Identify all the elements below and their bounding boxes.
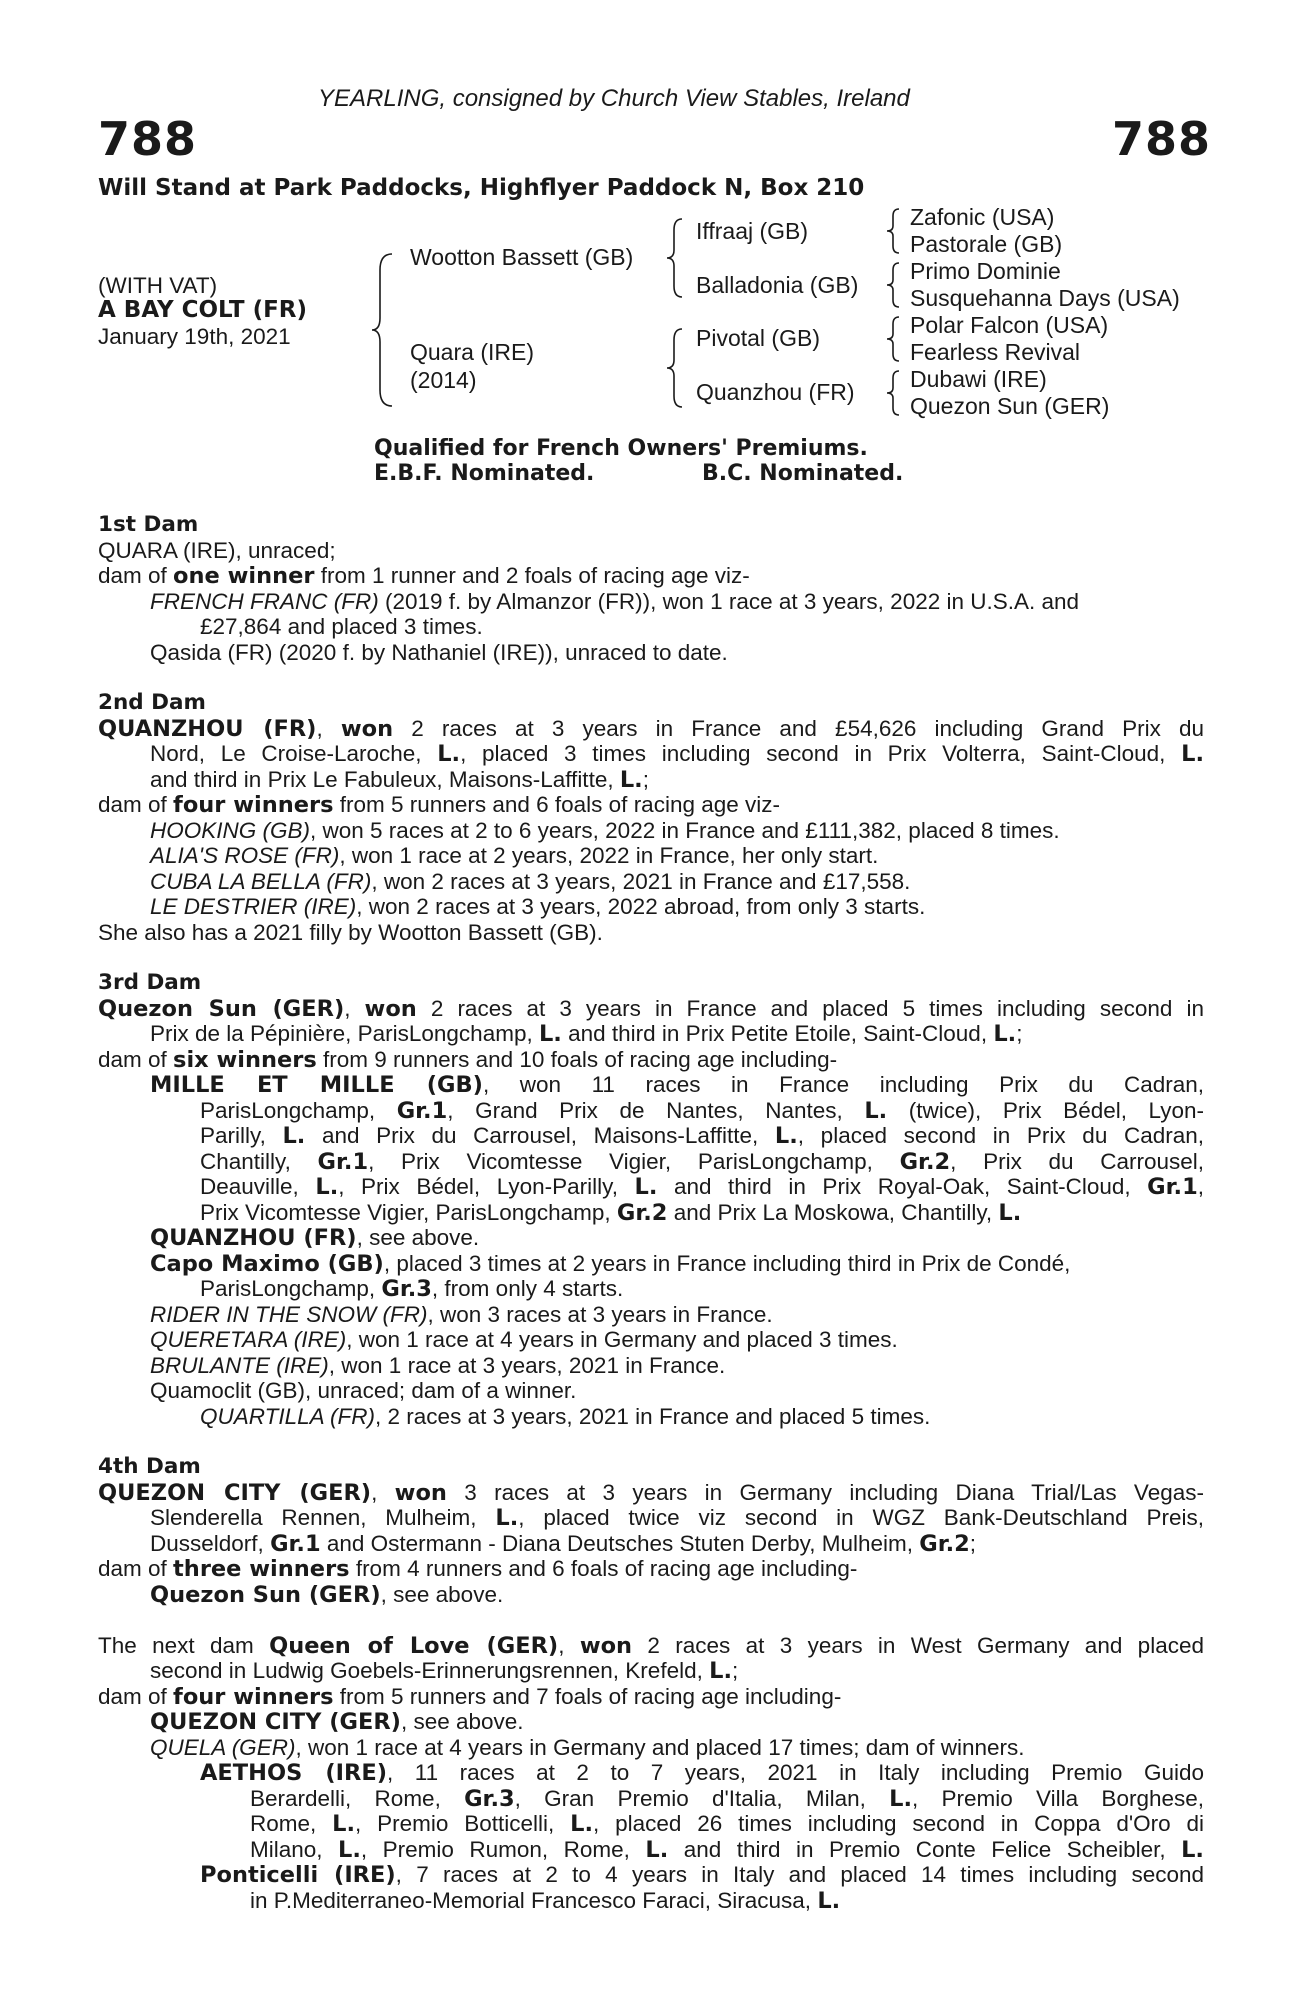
produce-hooking: HOOKING (GB), won 5 races at 2 to 6 years, 2022 in France and £111,382, placed 8 times. — [150, 818, 1060, 843]
dam-dam: Quanzhou (FR) — [696, 379, 855, 405]
produce-french-franc: FRENCH FRANC (FR) (2019 f. by Almanzor (FR)), won 1 race at 3 years, 2022 in U.S.A. and — [150, 589, 1080, 614]
mille-line5: Deauville, L., Prix Bédel, Lyon-Parilly, L. and third in Prix Royal-Oak, Saint-Cloud, Gr.1, — [200, 1174, 1204, 1200]
lot-number-left: 788 — [98, 112, 198, 166]
produce-capo-maximo: Capo Maximo (GB), placed 3 times at 2 years in France including third in Prix de Condé, — [150, 1251, 1071, 1277]
first-dam-line: QUARA (IRE), unraced; — [98, 538, 336, 563]
mille-line3: Parilly, L. and Prix du Carrousel, Maisons-Laffitte, L., placed second in Prix du Cadran, — [200, 1123, 1205, 1149]
produce-french-franc-cont: £27,864 and placed 3 times. — [200, 614, 483, 639]
mille-line2: ParisLongchamp, Gr.1, Grand Prix de Nantes, Nantes, L. (twice), Prix Bédel, Lyon- — [200, 1098, 1205, 1124]
foaling-date: January 19th, 2021 — [98, 324, 291, 349]
dam-year: (2014) — [410, 367, 477, 393]
produce-quela: QUELA (GER), won 1 race at 4 years in Germany and placed 17 times; dam of winners. — [150, 1735, 1025, 1760]
fourth-dam-summary: dam of three winners from 4 runners and 6 foals of racing age including- — [98, 1556, 858, 1582]
produce-mille-et-mille: MILLE ET MILLE (GB), won 11 races in France including Prix du Cadran, — [150, 1072, 1205, 1098]
aethos-line2: Berardelli, Rome, Gr.3, Gran Premio d'Italia, Milan, L., Premio Villa Borghese, — [250, 1786, 1205, 1812]
fourth-dam-heading: 4th Dam — [98, 1454, 201, 1479]
sss: Zafonic (USA) — [910, 204, 1055, 230]
second-dam-line3: and third in Prix Le Fabuleux, Maisons-Laffitte, L.; — [150, 767, 649, 793]
second-dam-summary: dam of four winners from 5 runners and 6 foals of racing age viz- — [98, 792, 781, 818]
produce-quamoclit: Quamoclit (GB), unraced; dam of a winner. — [150, 1378, 577, 1403]
fourth-dam-line2: Slenderella Rennen, Mulheim, L., placed twice viz second in WGZ Bank-Deutschland Preis, — [150, 1505, 1204, 1531]
dds: Dubawi (IRE) — [910, 366, 1047, 392]
second-dam-note: She also has a 2021 filly by Wootton Bassett (GB). — [98, 920, 603, 945]
second-dam-heading: 2nd Dam — [98, 690, 206, 715]
sire-sire: Iffraaj (GB) — [696, 218, 809, 244]
produce-quezon-city: QUEZON CITY (GER), see above. — [150, 1709, 524, 1735]
first-dam-summary: dam of one winner from 1 runner and 2 foals of racing age viz- — [98, 563, 750, 589]
produce-qasida: Qasida (FR) (2020 f. by Nathaniel (IRE)), unraced to date. — [150, 640, 728, 665]
stand-location: Will Stand at Park Paddocks, Highflyer Paddock N, Box 210 — [98, 175, 865, 201]
produce-cuba-la-bella: CUBA LA BELLA (FR), won 2 races at 3 years, 2021 in France and £17,558. — [150, 869, 911, 894]
produce-ponticelli: Ponticelli (IRE), 7 races at 2 to 4 years in Italy and placed 14 times including second — [200, 1862, 1204, 1888]
aethos-line3: Rome, L., Premio Botticelli, L., placed 26 times including second in Coppa d'Oro di — [250, 1811, 1204, 1837]
second-dam-line2: Nord, Le Croise-Laroche, L., placed 3 times including second in Prix Volterra, Saint-Cloud, L. — [150, 741, 1204, 767]
ponticelli-line2: in P.Mediterraneo-Memorial Francesco Faraci, Siracusa, L. — [250, 1888, 841, 1914]
horse-name: A BAY COLT (FR) — [98, 297, 308, 323]
ebf-note: E.B.F. Nominated. — [374, 461, 595, 486]
dam-name: Quara (IRE) — [410, 339, 534, 365]
produce-aethos: AETHOS (IRE), 11 races at 2 to 7 years, 2021 in Italy including Premio Guido — [200, 1760, 1204, 1786]
produce-rider-in-the-snow: RIDER IN THE SNOW (FR), won 3 races at 3 years in France. — [150, 1302, 773, 1327]
premiums-note: Qualified for French Owners' Premiums. — [374, 436, 868, 461]
ssd: Pastorale (GB) — [910, 231, 1063, 257]
bc-note: B.C. Nominated. — [702, 461, 904, 486]
produce-le-destrier: LE DESTRIER (IRE), won 2 races at 3 years, 2022 abroad, from only 3 starts. — [150, 894, 926, 919]
dsd: Fearless Revival — [910, 339, 1080, 365]
third-dam-line2: Prix de la Pépinière, ParisLongchamp, L. and third in Prix Petite Etoile, Saint-Cloud, L.; — [150, 1021, 1023, 1047]
third-dam-summary: dam of six winners from 9 runners and 10 foals of racing age including- — [98, 1047, 838, 1073]
dss: Polar Falcon (USA) — [910, 312, 1109, 338]
vat-note: (WITH VAT) — [98, 273, 218, 298]
next-dam-line2: second in Ludwig Goebels-Erinnerungsrennen, Krefeld, L.; — [150, 1658, 739, 1684]
capo-maximo-cont: ParisLongchamp, Gr.3, from only 4 starts. — [200, 1276, 624, 1302]
second-dam-line1: QUANZHOU (FR), won 2 races at 3 years in France and £54,626 including Grand Prix du — [98, 716, 1204, 742]
next-dam-summary: dam of four winners from 5 runners and 7 foals of racing age including- — [98, 1684, 842, 1710]
consignment-line: YEARLING, consigned by Church View Stables, Ireland — [318, 85, 910, 112]
produce-quanzhou: QUANZHOU (FR), see above. — [150, 1225, 480, 1251]
aethos-line4: Milano, L., Premio Rumon, Rome, L. and third in Premio Conte Felice Scheibler, L. — [250, 1837, 1204, 1863]
lot-number-right: 788 — [1112, 112, 1212, 166]
fourth-dam-line3: Dusseldorf, Gr.1 and Ostermann - Diana Deutsches Stuten Derby, Mulheim, Gr.2; — [150, 1531, 977, 1557]
next-dam-line1: The next dam Queen of Love (GER), won 2 races at 3 years in West Germany and placed — [98, 1633, 1204, 1659]
mille-line4: Chantilly, Gr.1, Prix Vicomtesse Vigier, ParisLongchamp, Gr.2, Prix du Carrousel, — [200, 1149, 1204, 1175]
produce-brulante: BRULANTE (IRE), won 1 race at 3 years, 2021 in France. — [150, 1353, 726, 1378]
first-dam-heading: 1st Dam — [98, 512, 199, 537]
third-dam-line1: Quezon Sun (GER), won 2 races at 3 years in France and placed 5 times including second in — [98, 996, 1204, 1022]
sire-dam: Balladonia (GB) — [696, 272, 859, 298]
dam-sire: Pivotal (GB) — [696, 325, 820, 351]
produce-queretara: QUERETARA (IRE), won 1 race at 4 years in Germany and placed 3 times. — [150, 1327, 898, 1352]
catalogue-body — [98, 0, 1204, 2000]
mille-line6: Prix Vicomtesse Vigier, ParisLongchamp, Gr.2 and Prix La Moskowa, Chantilly, L. — [200, 1200, 1022, 1226]
ddd: Quezon Sun (GER) — [910, 393, 1110, 419]
produce-quartilla: QUARTILLA (FR), 2 races at 3 years, 2021 in France and placed 5 times. — [200, 1404, 931, 1429]
produce-alias-rose: ALIA'S ROSE (FR), won 1 race at 2 years, 2022 in France, her only start. — [150, 843, 879, 868]
fourth-dam-line1: QUEZON CITY (GER), won 3 races at 3 years in Germany including Diana Trial/Las Vegas- — [98, 1480, 1204, 1506]
sdd: Susquehanna Days (USA) — [910, 285, 1180, 311]
sds: Primo Dominie — [910, 258, 1061, 284]
third-dam-heading: 3rd Dam — [98, 970, 202, 995]
produce-quezon-sun: Quezon Sun (GER), see above. — [150, 1582, 504, 1608]
sire-name: Wootton Bassett (GB) — [410, 244, 634, 270]
